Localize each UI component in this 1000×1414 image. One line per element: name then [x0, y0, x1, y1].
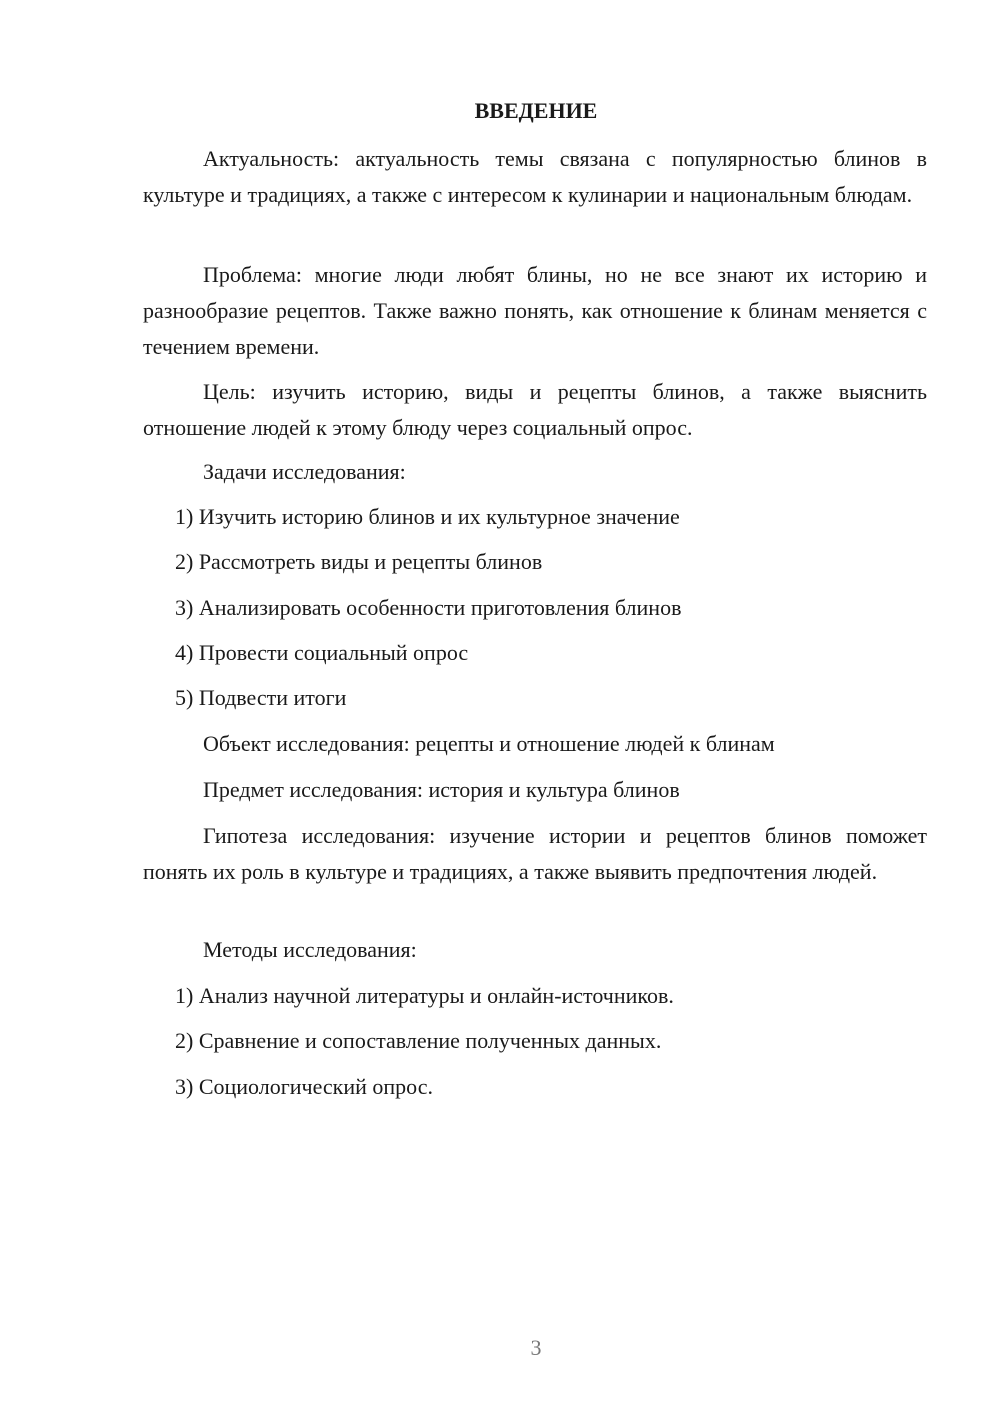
object-line: Объект исследования: рецепты и отношение людей к блинам — [203, 731, 775, 756]
tasks-heading: Задачи исследования: — [203, 459, 406, 484]
task-item: 3) Анализировать особенности приготовления блинов — [175, 595, 682, 620]
task-item: 1) Изучить историю блинов и их культурное значение — [175, 504, 680, 529]
hypothesis-paragraph: Гипотеза исследования: изучение истории и рецептов блинов поможет понять их роль в культуре и традициях, а также выявить предпочтения людей. — [143, 823, 927, 884]
page-number: 3 — [530, 1335, 542, 1360]
task-item: 2) Рассмотреть виды и рецепты блинов — [175, 549, 543, 574]
method-item: 1) Анализ научной литературы и онлайн-источников. — [175, 983, 674, 1008]
section-title: ВВЕДЕНИЕ — [474, 98, 598, 123]
relevance-paragraph: Актуальность: актуальность темы связана с популярностью блинов в культуре и традициях, а также с интересом к кулинарии и национальным блюдам. — [143, 146, 927, 207]
subject-line: Предмет исследования: история и культура блинов — [203, 777, 680, 802]
method-item: 2) Сравнение и сопоставление полученных данных. — [175, 1028, 662, 1053]
task-item: 4) Провести социальный опрос — [175, 640, 469, 665]
method-item: 3) Социологический опрос. — [175, 1074, 433, 1099]
goal-paragraph: Цель: изучить историю, виды и рецепты блинов, а также выяснить отношение людей к этому блюду через социальный опрос. — [143, 379, 927, 440]
problem-paragraph: Проблема: многие люди любят блины, но не все знают их историю и разнообразие рецептов. Также важно понять, как отношение к блинам меняется с течением времени. — [143, 262, 927, 359]
methods-heading: Методы исследования: — [203, 937, 417, 962]
task-item: 5) Подвести итоги — [175, 685, 347, 710]
